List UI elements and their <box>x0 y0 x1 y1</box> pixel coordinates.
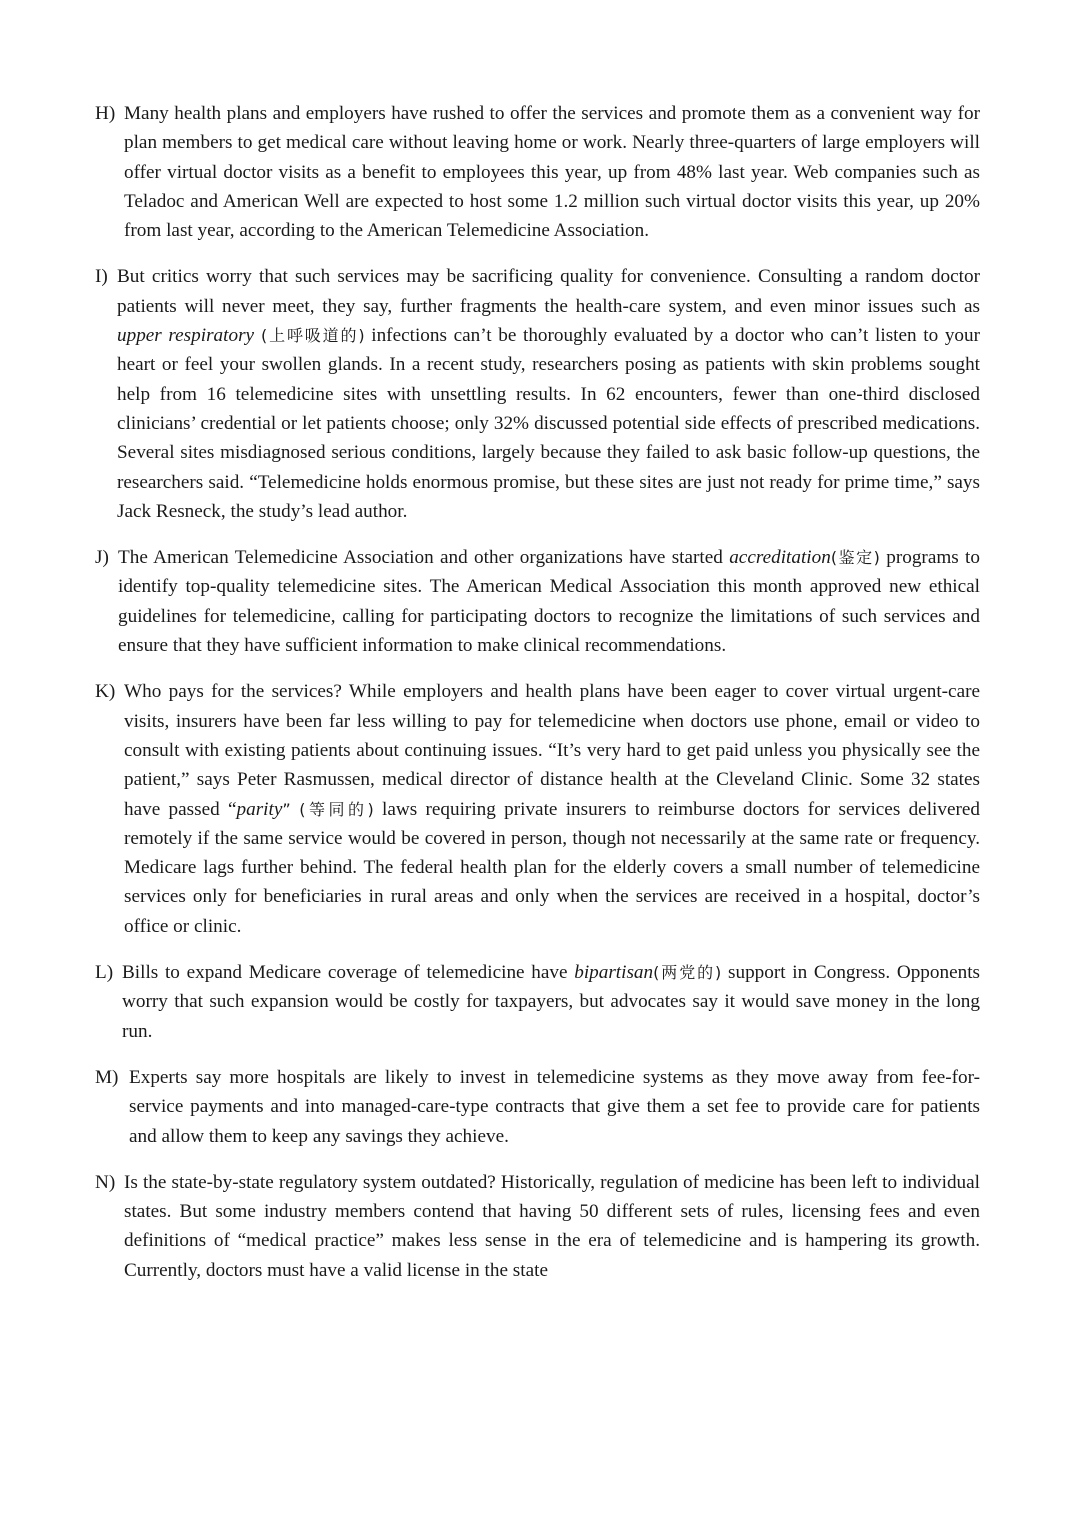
paragraph-text: The American Telemedicine Association and other organizations have started <box>118 547 730 569</box>
paragraph-label: L) <box>95 962 114 984</box>
paragraph-i <box>95 262 980 526</box>
paragraph-m <box>95 1063 980 1151</box>
paragraph-text: Experts say more hospitals are likely to invest in telemedicine systems as they move away from fee-for-service payments and into managed-care-type contracts that give them a set fee to provide care for patients and allow them to keep any savings they achieve. <box>129 1066 980 1147</box>
glossed-term: upper respiratory <box>117 325 255 347</box>
paragraph-text: infections can’t be thoroughly evaluated by a doctor who can’t listen to your heart or feel your swollen glands. In a recent study, researchers posing as patients with skin problems sought help from 16 telemedicine sites with unsettling results. In 62 encounters, fewer than one-third disclosed clinicians’ credential or let patients choose; only 32% discussed potential side effects of prescribed medications. Several sites misdiagnosed serious conditions, largely because they failed to ask basic follow-up questions, the researchers said. “Telemedicine holds enormous promise, but these sites are just not ready for prime time,” says Jack Resneck, the study’s lead author. <box>117 325 980 522</box>
chinese-gloss: (上呼吸道的) <box>254 326 365 346</box>
glossed-term: parity <box>236 798 283 820</box>
paragraph-text: Many health plans and employers have rushed to offer the services and promote them as a convenient way for plan members to get medical care without leaving home or work. Nearly three-quarters of large employers will offer virtual doctor visits as a benefit to employees this year, up from 48% last year. Web companies such as Teladoc and American Well are expected to host some 1.2 million such virtual doctor visits this year, up 20% from last year, according to the American Telemedicine Association. <box>124 103 980 242</box>
paragraph-text: support in Congress. Opponents worry that such expansion would be costly for taxpayers, but advocates say it would save money in the long run. <box>122 962 980 1042</box>
paragraph-label: M) <box>95 1066 119 1088</box>
document-page <box>95 99 980 1302</box>
paragraph-j <box>95 543 980 660</box>
paragraph-label: K) <box>95 681 116 703</box>
paragraph-label: N) <box>95 1171 116 1193</box>
paragraph-text: laws requiring private insurers to reimburse doctors for services delivered remotely if the same service would be covered in person, though not necessarily at the same rate or frequency. Medicare lags further behind. The federal health plan for the elderly covers a small number of telemedicine services only for beneficiaries in rural areas and only when the services are received in a hospital, doctor’s office or clinic. <box>124 798 980 937</box>
paragraph-h <box>95 99 980 245</box>
paragraph-k <box>95 677 980 941</box>
glossed-term: bipartisan <box>574 962 654 984</box>
paragraph-label: J) <box>95 547 109 569</box>
chinese-gloss: ” (等同的) <box>282 799 374 819</box>
chinese-gloss: (两党的) <box>653 963 722 983</box>
paragraph-label: H) <box>95 103 116 124</box>
paragraph-text: Who pays for the services? While employers and health plans have been eager to cover virtual urgent-care visits, insurers have been far less willing to pay for telemedicine when doctors use phone, email or video to consult with existing patients about continuing issues. “It’s very hard to get paid unless you physically see the patient,” says Peter Rasmussen, medical director of distance health at the Cleveland Clinic. Some 32 states have passed “ <box>124 681 980 820</box>
glossed-term: accreditation <box>729 547 831 569</box>
paragraph-text: programs to identify top-quality telemedicine sites. The American Medical Association this month approved new ethical guidelines for telemedicine, calling for participating doctors to recognize the limitations of such services and ensure that they have sufficient information to make clinical recommendations. <box>118 547 980 657</box>
paragraph-text: But critics worry that such services may be sacrificing quality for convenience. Consulting a random doctor patients will never meet, they say, further fragments the health-care system, and even minor issues such as <box>117 266 980 317</box>
paragraph-label: I) <box>95 266 108 288</box>
paragraph-text: Is the state-by-state regulatory system outdated? Historically, regulation of medicine has been left to individual states. But some industry members contend that having 50 different sets of rules, licensing fees and even definitions of “medical practice” makes less sense in the era of telemedicine and is hampering its growth. Currently, doctors must have a valid license in the state <box>124 1171 980 1281</box>
paragraph-n <box>95 1168 980 1285</box>
paragraph-text: Bills to expand Medicare coverage of telemedicine have <box>122 962 575 984</box>
paragraph-l <box>95 958 980 1046</box>
chinese-gloss: (鉴定) <box>830 548 880 568</box>
